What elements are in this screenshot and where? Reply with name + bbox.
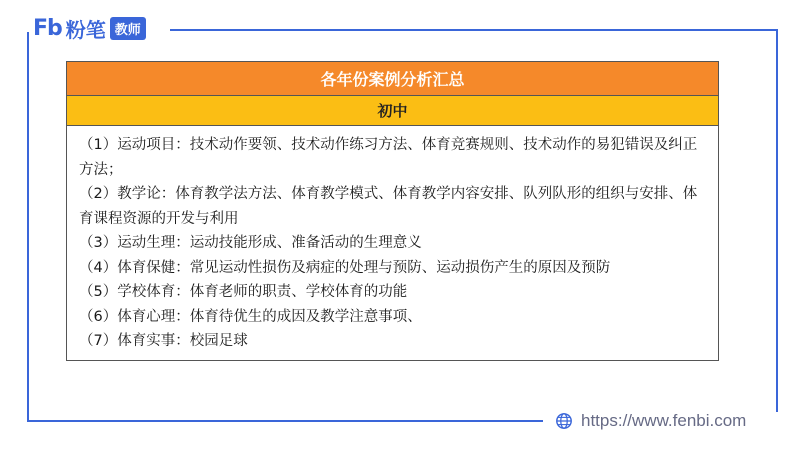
logo-badge: 教师 [110,17,146,40]
table-title: 各年份案例分析汇总 [67,62,718,96]
frame-left-line [27,32,29,422]
table-content [67,126,718,360]
list-item: （5）学校体育：体育老师的职责、学校体育的功能 [79,284,408,300]
website-footer [555,409,746,433]
list-item: （4）体育保健：常见运动性损伤及病症的处理与预防、运动损伤产生的原因及预防 [79,259,611,276]
logo-mark: Fb [33,15,62,41]
frame-bottom-line [27,420,543,422]
globe-icon [555,412,573,430]
list-item: （3）运动生理：运动技能形成、准备活动的生理意义 [79,235,422,251]
list-item: （1）运动项目：技术动作要领、技术动作练习方法、体育竞赛规则、技术动作的易犯错误及纠正方法； [79,137,698,178]
fenbi-logo [33,13,146,43]
frame-top-line [170,29,777,31]
list-item: （7）体育实事：校园足球 [79,333,248,349]
case-summary-table [66,61,719,361]
table-level-header: 初中 [67,96,718,126]
website-url[interactable]: https://www.fenbi.com [581,411,747,430]
list-item: （2）教学论：体育教学法方法、体育教学模式、体育教学内容安排、队列队形的组织与安排、体育课程资源的开发与利用 [79,186,698,227]
logo-name: 粉笔 [65,17,106,42]
frame-right-line [776,29,778,412]
list-item: （6）体育心理：体育待优生的成因及教学注意事项、 [79,308,422,325]
